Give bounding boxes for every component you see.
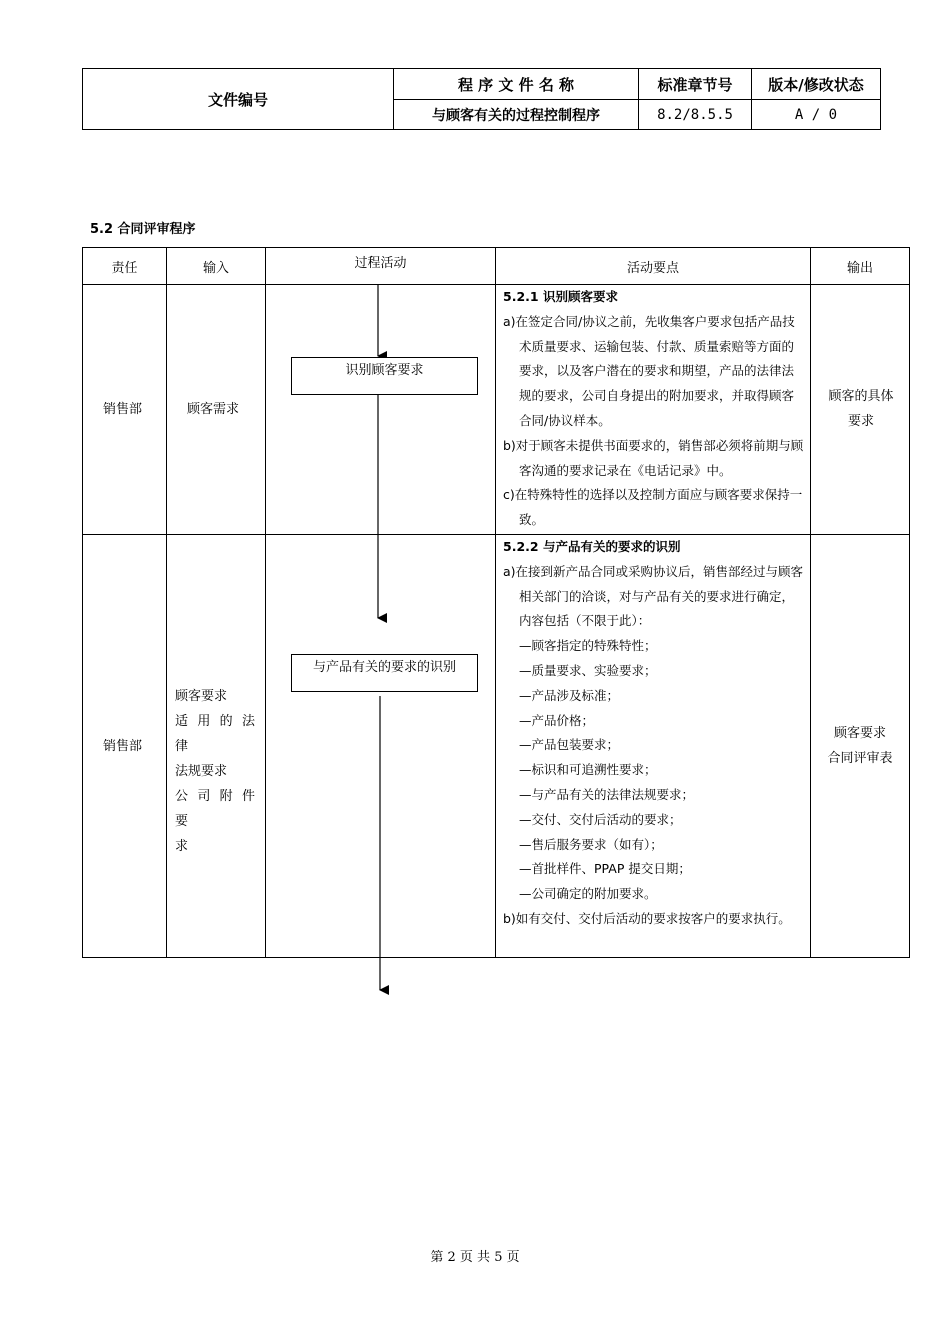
row1-note-c: c)在特殊特性的选择以及控制方面应与顾客要求保持一致。: [503, 487, 803, 528]
section-title: 5.2 合同评审程序: [90, 222, 196, 237]
row2-note-list-item: —顾客指定的特殊特性；: [519, 638, 657, 654]
row1-note-a: a)在签定合同/协议之前，先收集客户要求包括产品技术质量要求、运输包装、付款、质量索赔等方面的要求，以及客户潜在的要求和期望，产品的法律法规的要求，公司自身提出的附加要求，并取得顾客合同/协议样本。: [503, 313, 795, 428]
version-value: A / 0: [794, 106, 838, 123]
row1-note-b: b)对于顾客未提供书面要求的，销售部必须将前期与顾客沟通的要求记录在《电话记录》中。: [503, 437, 804, 478]
row2-responsibility: 销售部: [103, 739, 143, 754]
row2-note-b: b)如有交付、交付后活动的要求按客户的要求执行。: [503, 910, 791, 926]
row2-notes-heading: 5.2.2 与产品有关的要求的识别: [503, 539, 681, 554]
program-name-label: 程 序 文 件 名 称: [457, 75, 575, 94]
clause-value: 8.2/8.5.5: [657, 106, 733, 123]
row2-note-list-item: —与产品有关的法律法规要求；: [519, 786, 695, 802]
doc-number-label: 文件编号: [207, 90, 268, 109]
column-header-input: 输入: [202, 260, 229, 276]
row2-input-line: 公司附件要: [175, 789, 259, 829]
row2-note-list-item: —标识和可追溯性要求；: [519, 762, 657, 778]
row2-note-a: a)在接到新产品合同或采购协议后，销售部经过与顾客相关部门的洽谈，对与产品有关的要求进行确定，内容包括（不限于此）：: [503, 563, 804, 629]
version-label: 版本/修改状态: [768, 75, 864, 94]
row2-note-list-item: —产品价格；: [519, 712, 595, 728]
row2-output-line: 合同评审表: [827, 751, 893, 766]
column-header-process: 过程活动: [354, 255, 407, 271]
row2-input-line: 顾客要求: [175, 689, 228, 704]
row2-note-list-item: —公司确定的附加要求。: [519, 886, 657, 902]
row2-input-line: 适用的法律: [175, 714, 259, 754]
process-box-identify-customer-requirements: 识别顾客要求: [291, 357, 478, 395]
row2-note-list-item: —售后服务要求（如有）；: [519, 836, 663, 852]
row2-note-list-item: —产品包装要求；: [519, 737, 620, 753]
row2-input-line: 法规要求: [175, 764, 228, 779]
program-name-value: 与顾客有关的过程控制程序: [432, 107, 600, 124]
row2-note-list-item: —交付、交付后活动的要求；: [519, 811, 682, 827]
row2-note-list-item: —质量要求、实验要求；: [519, 662, 657, 678]
process-box-identify-product-requirements: 与产品有关的要求的识别: [291, 654, 478, 692]
row2-note-list-item: —产品涉及标准；: [519, 687, 620, 703]
row1-responsibility: 销售部: [103, 402, 143, 417]
row1-input: 顾客需求: [187, 402, 240, 417]
row1-notes-heading: 5.2.1 识别顾客要求: [503, 289, 618, 304]
row2-input-line: 求: [175, 839, 189, 854]
column-header-responsibility: 责任: [111, 260, 138, 276]
column-header-notes: 活动要点: [626, 260, 679, 276]
page-footer: 第 2 页 共 5 页: [430, 1250, 520, 1265]
row2-note-list-item: —首批样件、PPAP 提交日期；: [519, 861, 691, 877]
row1-output: 顾客的具体要求: [828, 389, 894, 429]
column-header-output: 输出: [846, 260, 873, 276]
clause-label: 标准章节号: [657, 75, 733, 94]
row2-output-line: 顾客要求: [833, 726, 886, 741]
